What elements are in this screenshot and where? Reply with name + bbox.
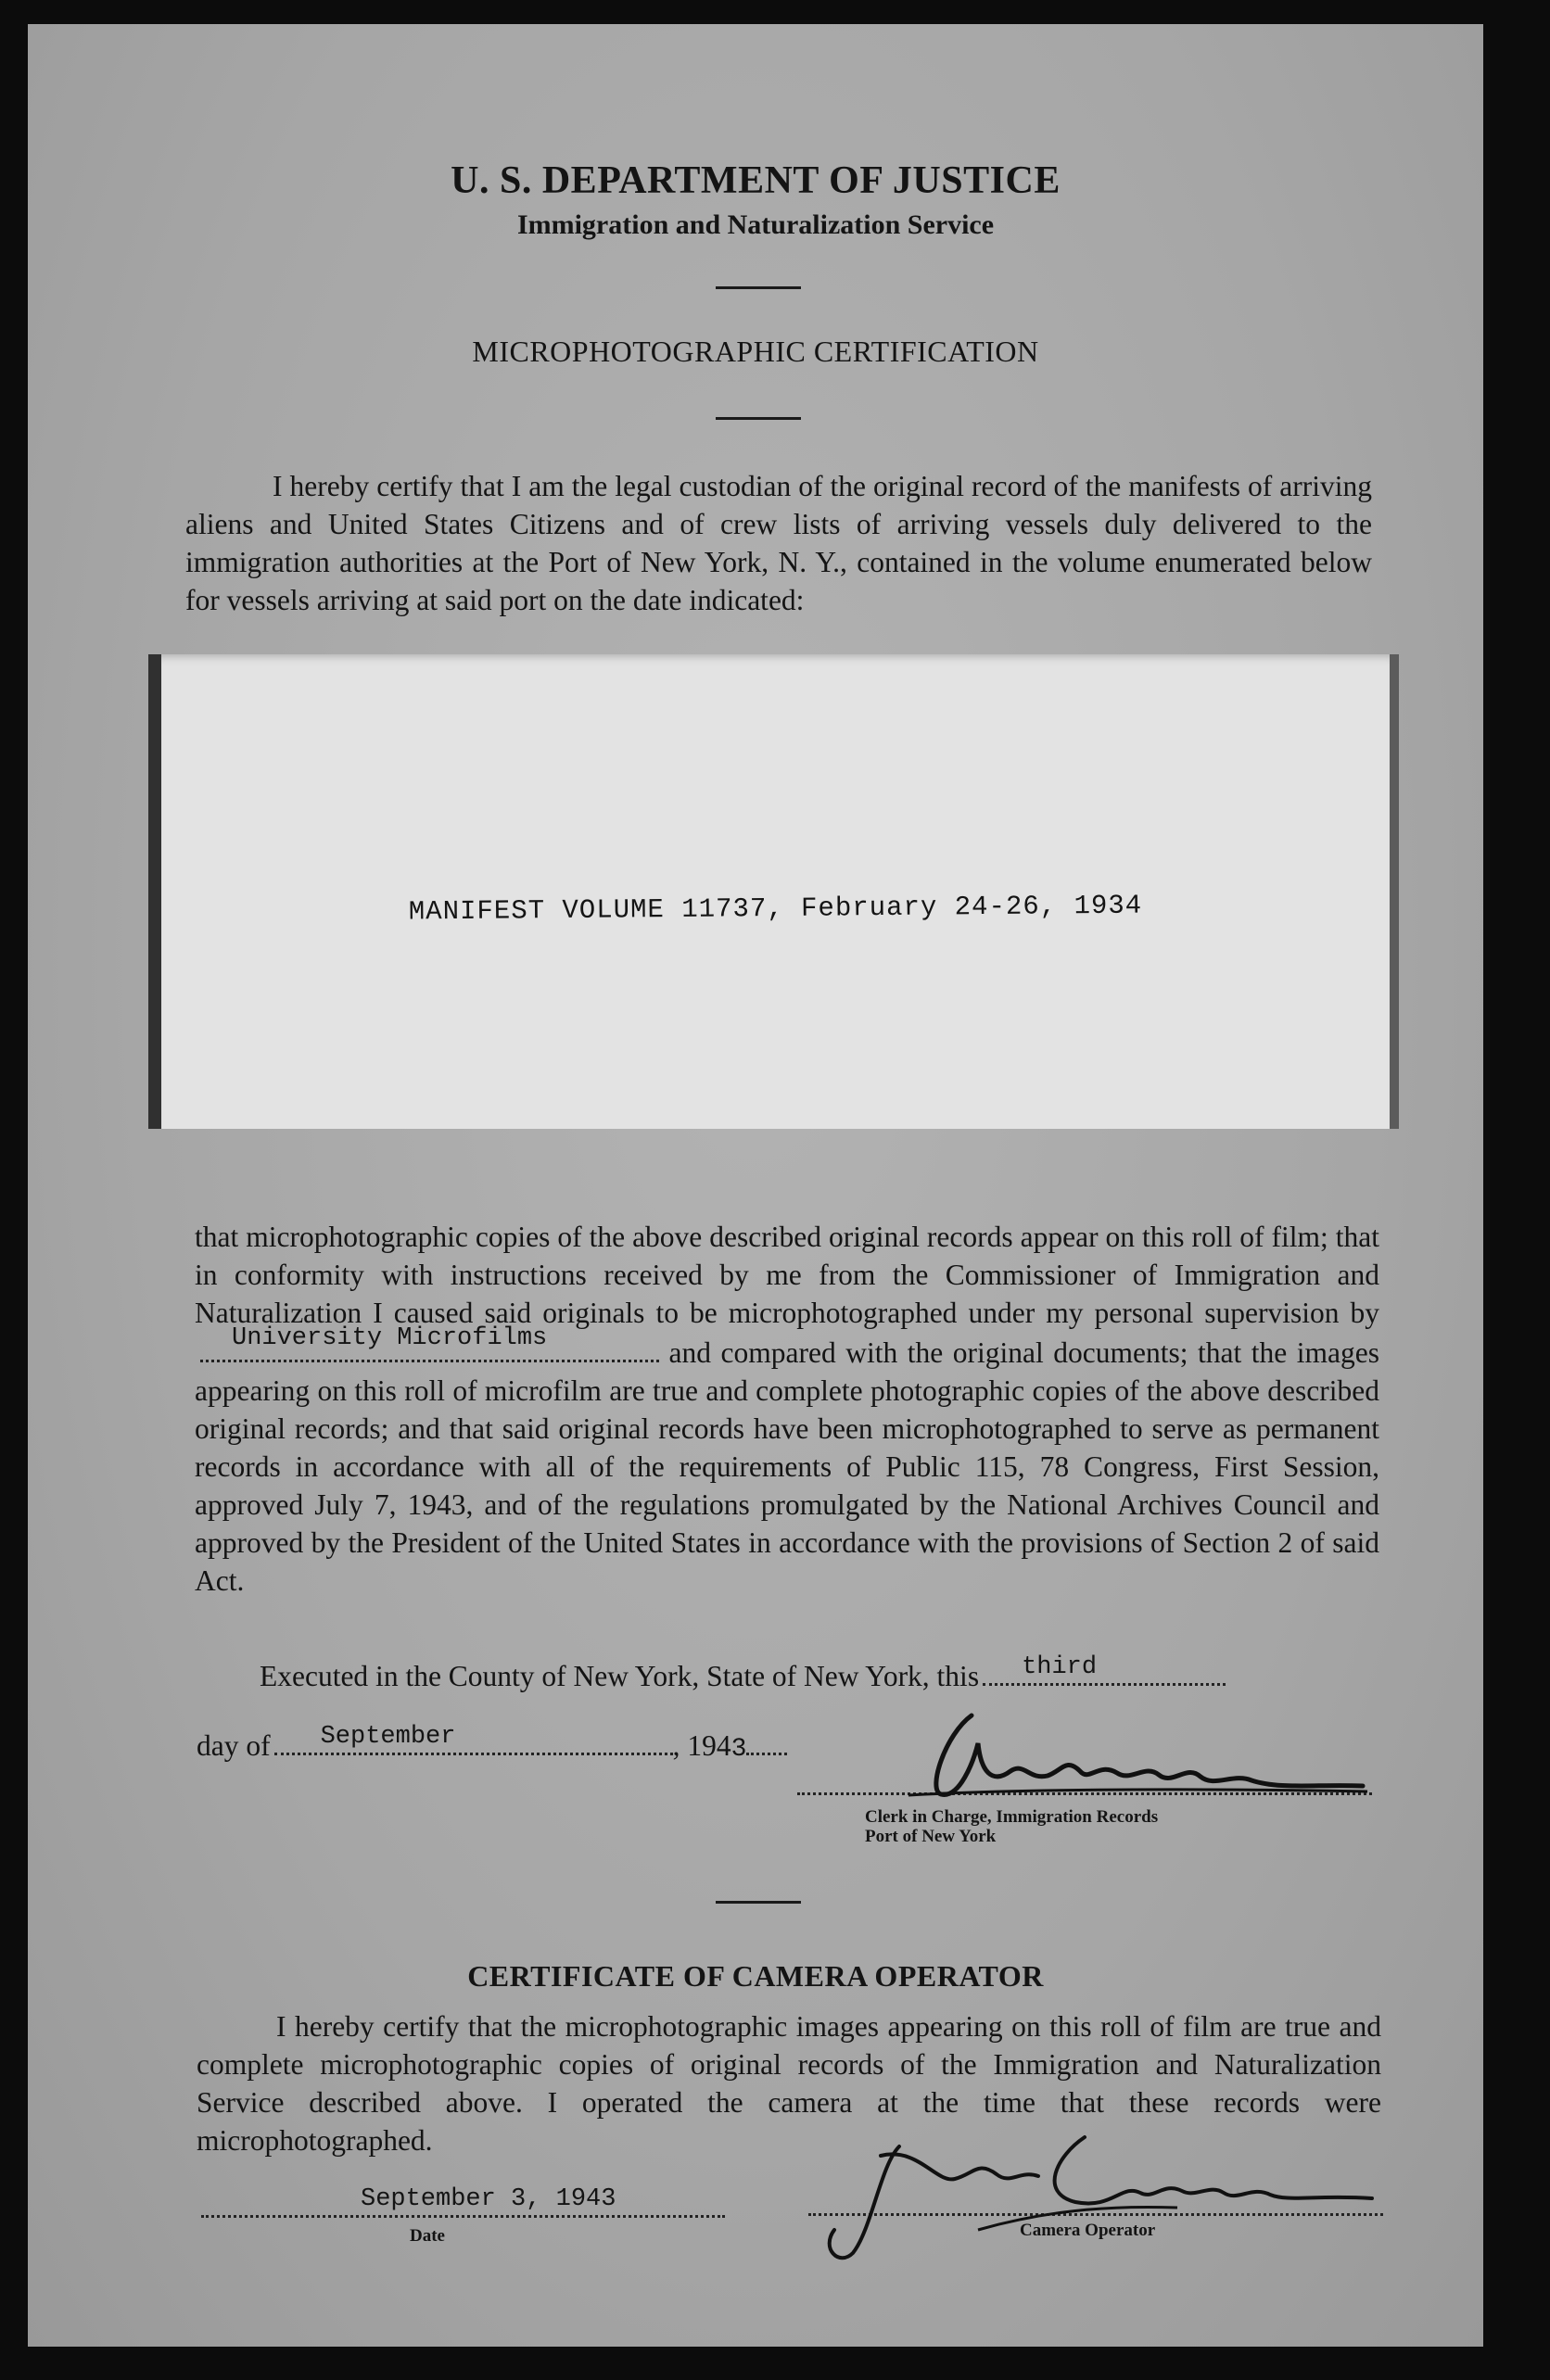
day-value: third bbox=[1022, 1653, 1098, 1681]
body-text-part1: that microphotographic copies of the above described original records appear on this roll of film; that in conformity with instructions received by me from the Commissioner of Immigration and Naturalization I caused said originals to be microphotographed under my personal supervision by bbox=[195, 1221, 1379, 1329]
date-field bbox=[201, 2184, 725, 2218]
year-dots bbox=[746, 1725, 787, 1755]
divider bbox=[716, 417, 801, 420]
camera-certificate-heading: CERTIFICATE OF CAMERA OPERATOR bbox=[467, 1959, 1044, 1993]
date-value: September 3, 1943 bbox=[361, 2185, 616, 2213]
month-field bbox=[274, 1725, 673, 1755]
year-prefix: , 194 bbox=[672, 1729, 731, 1762]
day-of-label: day of bbox=[197, 1729, 271, 1762]
microfilmer-value: University Microfilms bbox=[232, 1324, 548, 1352]
operator-signature-icon bbox=[816, 2128, 1381, 2267]
date-label: Date bbox=[410, 2226, 445, 2246]
body-paragraph bbox=[195, 1218, 1379, 1600]
manifest-volume-text: MANIFEST VOLUME 11737, February 24-26, 1934 bbox=[408, 890, 1143, 928]
day-of-line bbox=[197, 1725, 787, 1764]
clerk-title: Clerk in Charge, Immigration Records Port of New York bbox=[865, 1807, 1159, 1846]
intro-paragraph: I hereby certify that I am the legal custodian of the original record of the manifests of arriving aliens and United States Citizens and of crew lists of arriving vessels duly delivered to the immigration authorities at the Port of New York, N. Y., contained in the volume enumerated below for vessels arriving at said port on the date indicated: bbox=[185, 470, 1372, 616]
body-text-part2: and compared with the original documents; that the images appearing on this roll of microfilm are true and complete photographic copies of the above described original records; and that said original records have been microphotographed to serve as permanent records in accordance with all of the requirements of Public 115, 78 Congress, First Session, approved July 7, 1943, and of the regulations promulgated by the National Archives Council and approved by the President of the United States in accordance with the provisions of Section 2 of said Act. bbox=[195, 1336, 1380, 1597]
divider bbox=[716, 1901, 801, 1904]
microfilmer-field bbox=[200, 1324, 659, 1362]
clerk-signature-icon bbox=[890, 1706, 1372, 1808]
year-digit: 3 bbox=[731, 1735, 747, 1764]
executed-text: Executed in the County of New York, State of New York, this bbox=[260, 1660, 980, 1692]
day-field bbox=[983, 1655, 1226, 1686]
operator-label: Camera Operator bbox=[1020, 2221, 1156, 2240]
manifest-card bbox=[148, 654, 1390, 1129]
section-heading: MICROPHOTOGRAPHIC CERTIFICATION bbox=[472, 335, 1039, 368]
divider bbox=[716, 286, 801, 289]
executed-line bbox=[260, 1655, 1226, 1693]
certificate-page bbox=[28, 24, 1483, 2347]
page-title: U. S. DEPARTMENT OF JUSTICE bbox=[451, 159, 1061, 202]
month-value: September bbox=[320, 1723, 456, 1751]
camera-certificate-text: I hereby certify that the microphotographic images appearing on this roll of film are true and complete microphotographic copies of original records of the Immigration and Naturalization Service described above. I operated the camera at the time that these records were microphotographed. bbox=[197, 2010, 1381, 2157]
page-subtitle: Immigration and Naturalization Service bbox=[516, 209, 995, 240]
